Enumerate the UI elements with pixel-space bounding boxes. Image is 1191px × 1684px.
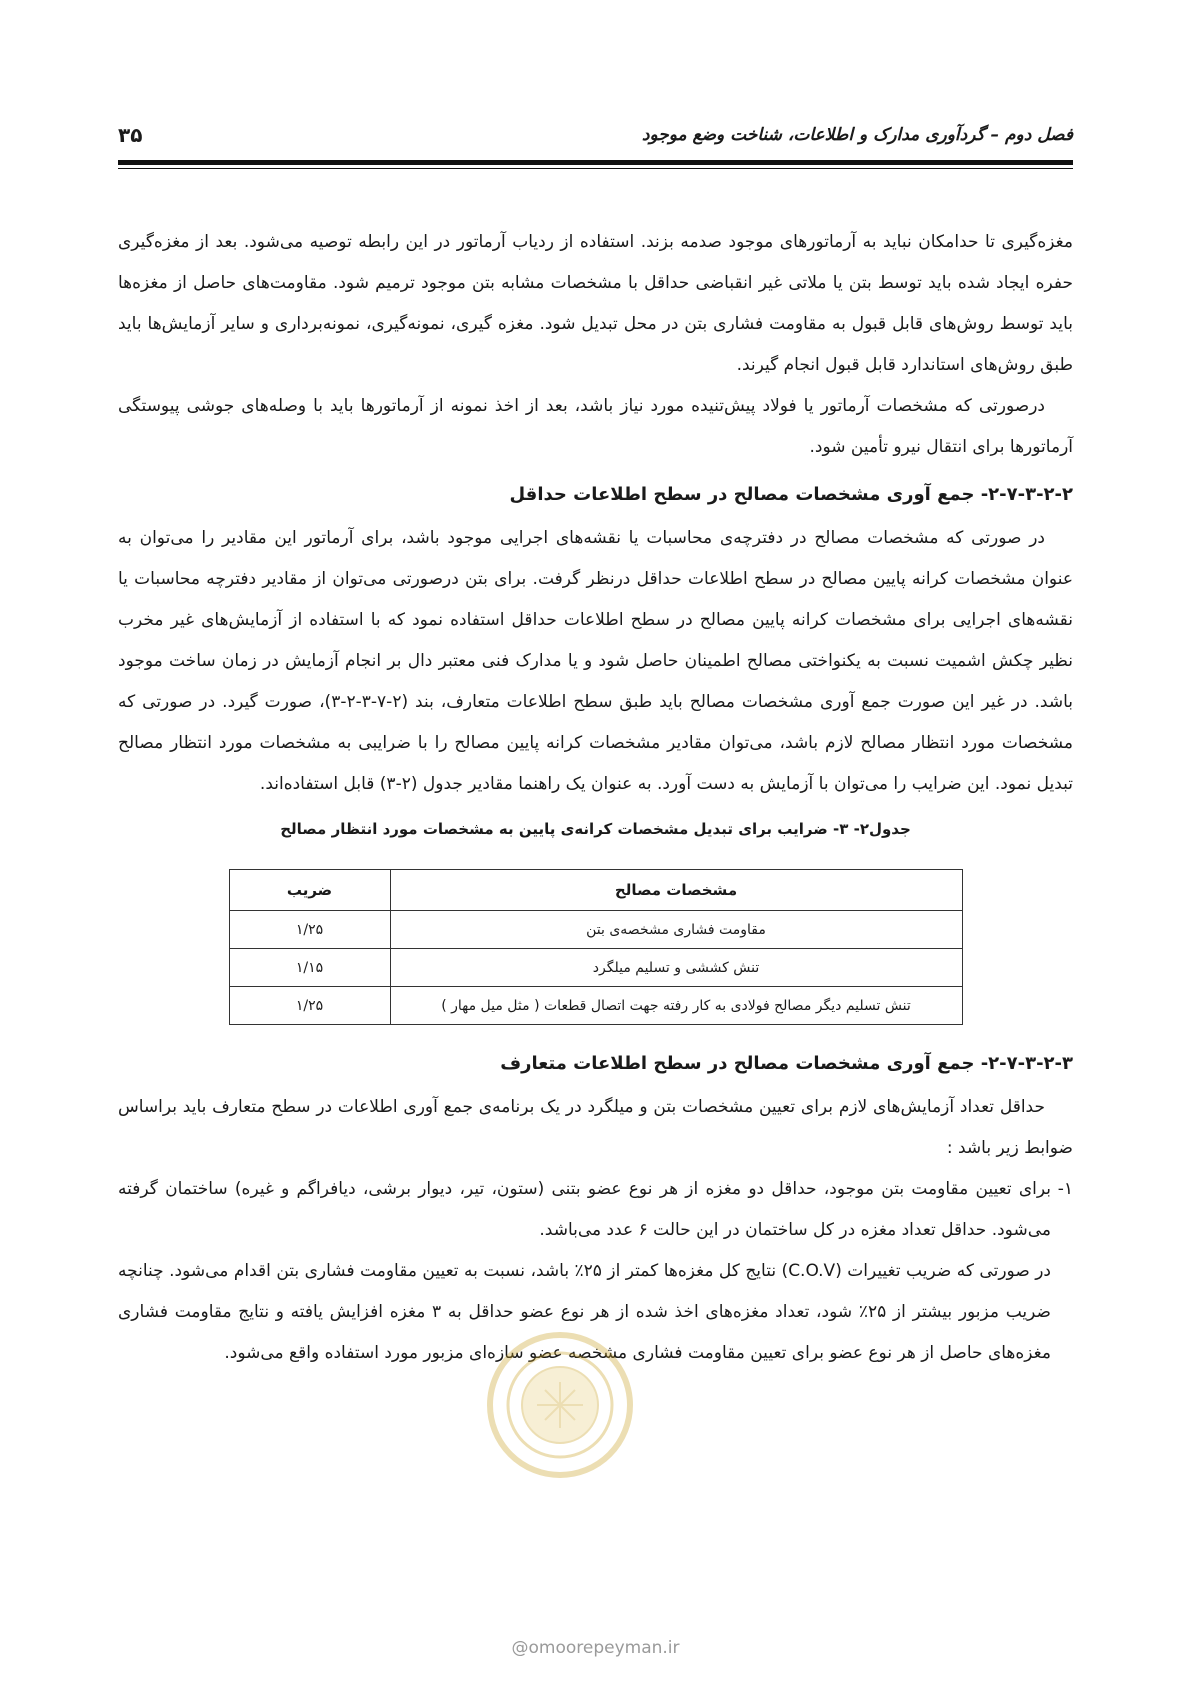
section-heading: ۲-۷-۳-۲-۲- جمع آوری مشخصات مصالح در سطح اطلاعات حداقل [509, 484, 1073, 505]
paragraph: مغزه‌گیری تا حدامکان نباید به آرماتورهای موجود صدمه بزند. استفاده از ردیاب آرماتور در این رابطه توصیه می‌شود. بعد از مغزه‌گیری حفره ایجاد شده باید توسط بتن یا ملاتی غیر انقباضی حداقل با مشخصات مشابه بتن موجود ترمیم شود. مقاومت‌های حاصل از مغزه‌ها باید توسط روش‌های قابل قبول به مقاومت فشاری بتن در محل تبدیل شود. مغزه گیری، نمونه‌گیری، نمونه‌برداری و سایر آزمایش‌ها باید طبق روش‌های استاندارد قابل قبول انجام گیرند. [118, 232, 1073, 375]
table-header-row [229, 870, 962, 911]
site-watermark: @omoorepeyman.ir [511, 1638, 680, 1658]
list-marker: ۱- [1057, 1179, 1073, 1199]
paragraph: در صورتی که مشخصات مصالح در دفترچه‌ی محاسبات یا نقشه‌های اجرایی موجود باشد، برای آرماتور این مقادیر را می‌توان به عنوان مشخصات کرانه پایین مصالح در سطح اطلاعات حداقل درنظر گرفت. برای بتن درصورتی می‌توان از مقادیر دفترچه محاسبات یا نقشه‌های اجرایی برای مشخصات کرانه پایین مصالح در سطح اطلاعات حداقل استفاده نمود که با استفاده از آزمایش‌های غیر مخرب نظیر چکش اشمیت نسبت به یکنواختی مصالح اطمینان حاصل شود و یا مدارک فنی معتبر دال بر انجام آزمایش در زمان ساخت موجود باشد. در غیر این صورت جمع آوری مشخصات مصالح باید طبق سطح اطلاعات متعارف، بند (۲-۷-۳-۲-۳)، صورت گیرد. در صورتی که مشخصات مورد انتظار مصالح لازم باشد، می‌توان مقادیر مشخصات کرانه پایین مصالح را با ضرایبی به مشخصات مورد انتظار مصالح تبدیل نمود. این ضرایب را می‌توان با آزمایش به دست آورد. به عنوان یک راهنما مقادیر جدول (۲-۳) قابل استفاده‌اند. [118, 528, 1073, 794]
table-row [229, 949, 962, 987]
table-row [229, 911, 962, 949]
table-cell: تنش تسلیم دیگر مصالح فولادی به کار رفته جهت اتصال قطعات ( مثل میل مهار ) [390, 987, 962, 1025]
header-rule-thick [118, 160, 1073, 165]
paragraph: درصورتی که مشخصات آرماتور یا فولاد پیش‌تنیده مورد نیاز باشد، بعد از اخذ نمونه از آرماتورها باید با وصله‌های جوشی پیوستگی آرماتورها برای انتقال نیرو تأمین شود. [118, 396, 1073, 457]
running-header [118, 120, 1073, 150]
page-number: ۳۵ [118, 123, 143, 147]
paragraph: حداقل تعداد آزمایش‌های لازم برای تعیین مشخصات بتن و میلگرد در یک برنامه‌ی جمع آوری اطلاعات در سطح متعارف باید براساس ضوابط زیر باشد : [118, 1097, 1073, 1158]
header-rule-thin [118, 168, 1073, 169]
page-content [118, 222, 1073, 1374]
table-cell: ۱/۲۵ [229, 911, 390, 949]
chapter-title: فصل دوم – گردآوری مدارک و اطلاعات، شناخت وضع موجود [641, 125, 1073, 145]
table-header-cell: مشخصات مصالح [390, 870, 962, 911]
list-item-text: برای تعیین مقاومت بتن موجود، حداقل دو مغزه از هر نوع عضو بتنی (ستون، تیر، دیوار برشی، دیافراگم و غیره) ساختمان گرفته می‌شود. حداقل تعداد مغزه در کل ساختمان در این حالت ۶ عدد می‌باشد. [118, 1179, 1051, 1240]
table-caption: جدول۲- ۳- ضرایب برای تبدیل مشخصات کرانه‌ی پایین به مشخصات مورد انتظار مصالح [280, 820, 911, 838]
table-cell: ۱/۲۵ [229, 987, 390, 1025]
table-cell: ۱/۱۵ [229, 949, 390, 987]
list-item [118, 1169, 1073, 1251]
section-heading: ۲-۷-۳-۲-۳- جمع آوری مشخصات مصالح در سطح اطلاعات متعارف [500, 1053, 1073, 1074]
paragraph: در صورتی که ضریب تغییرات (C.O.V) نتایج کل مغزه‌ها کمتر از ۲۵٪ باشد، نسبت به تعیین مقاومت فشاری بتن اقدام می‌شود. چنانچه ضریب مزبور بیشتر از ۲۵٪ شود، تعداد مغزه‌های اخذ شده از هر نوع عضو حداقل به ۳ مغزه افزایش یافته و نتایج مقاومت فشاری مغزه‌های حاصل از هر نوع عضو برای تعیین مقاومت فشاری مشخصه عضو سازه‌ای مزبور مورد استفاده واقع می‌شود. [118, 1261, 1051, 1363]
table-header-cell: ضریب [229, 870, 390, 911]
table-cell: تنش کششی و تسلیم میلگرد [390, 949, 962, 987]
table-cell: مقاومت فشاری مشخصه‌ی بتن [390, 911, 962, 949]
table-row [229, 987, 962, 1025]
materials-factor-table [229, 869, 963, 1025]
